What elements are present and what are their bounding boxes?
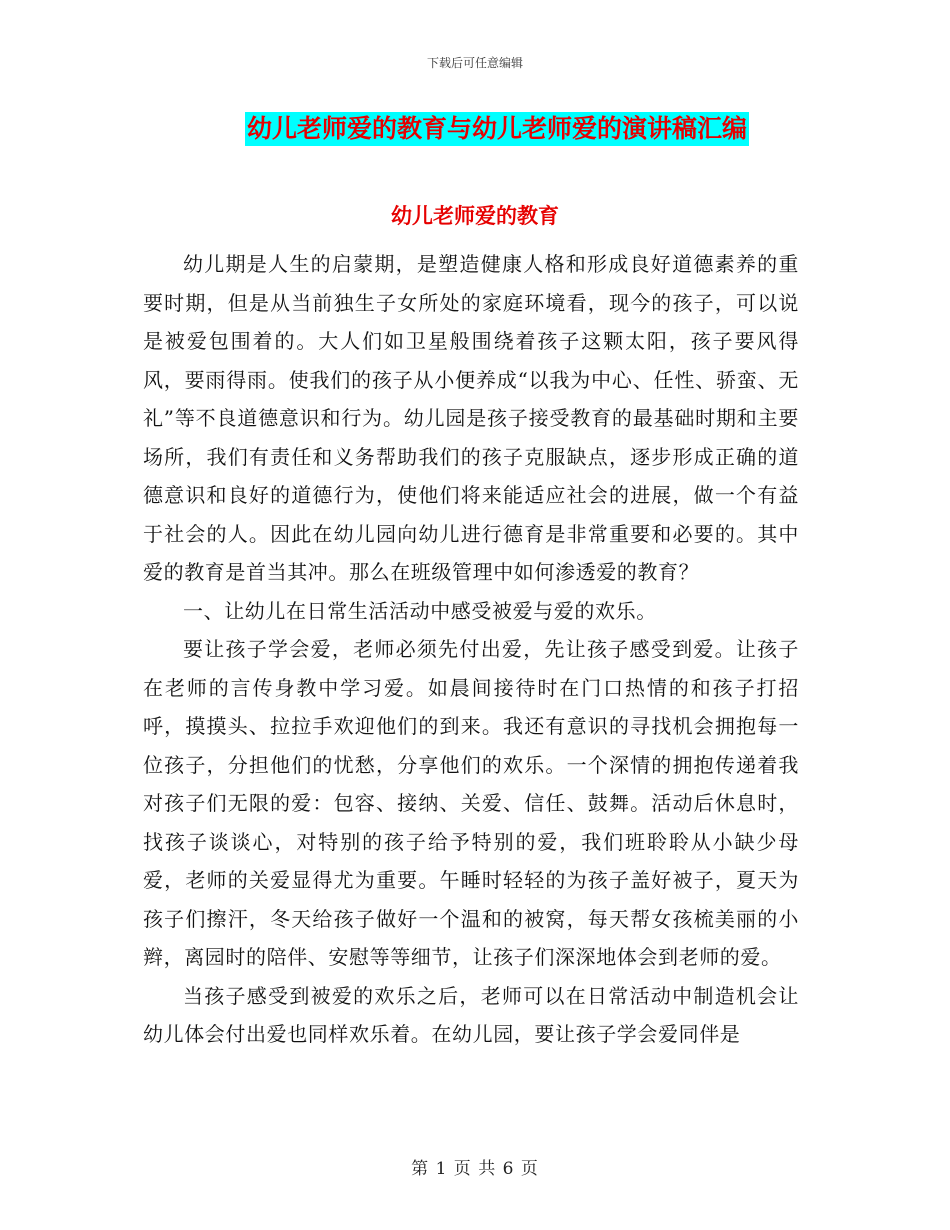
paragraph-section-one-heading: 一、让幼儿在日常生活活动中感受被爱与爱的欢乐。 bbox=[183, 598, 657, 623]
page-number: 第 1 页 共 6 页 bbox=[411, 1159, 539, 1179]
paragraph-give-love: 当孩子感受到被爱的欢乐之后，老师可以在日常活动中制造机会让幼儿体会付出爱也同样欢乐着。在幼儿园，要让孩子学会爱同伴是 bbox=[143, 983, 799, 1046]
paragraph-teacher-love: 要让孩子学会爱，老师必须先付出爱，先让孩子感受到爱。让孩子在老师的言传身教中学习爱。如晨间接待时在门口热情的和孩子打招呼，摸摸头、拉拉手欢迎他们的到来。我还有意识的寻找机会拥抱每一位孩子，分担他们的忧愁，分享他们的欢乐。一个深情的拥抱传递着我对孩子们无限的爱：包容、接纳、关爱、信任、鼓舞。活动后休息时，找孩子谈谈心，对特别的孩子给予特别的爱，我们班聆聆从小缺少母爱，老师的关爱显得尤为重要。午睡时轻轻的为孩子盖好被子，夏天为孩子们擦汗，冬天给孩子做好一个温和的被窝，每天帮女孩梳美丽的小辫，离园时的陪伴、安慰等等细节，让孩子们深深地体会到老师的爱。 bbox=[143, 637, 799, 969]
document-title: 幼儿老师爱的教育与幼儿老师爱的演讲稿汇编 bbox=[245, 112, 749, 146]
paragraph-intro: 幼儿期是人生的启蒙期，是塑造健康人格和形成良好道德素养的重要时期，但是从当前独生子女所处的家庭环境看，现今的孩子，可以说是被爱包围着的。大人们如卫星般围绕着孩子这颗太阳，孩子要风得风，要雨得雨。使我们的孩子从小便养成“以我为中心、任性、骄蛮、无礼”等不良道德意识和行为。幼儿园是孩子接受教育的最基础时期和主要场所，我们有责任和义务帮助我们的孩子克服缺点，逐步形成正确的道德意识和良好的道德行为，使他们将来能适应社会的进展，做一个有益于社会的人。因此在幼儿园向幼儿进行德育是非常重要和必要的。其中爱的教育是首当其冲。那么在班级管理中如何渗透爱的教育？ bbox=[143, 252, 799, 584]
body-text bbox=[143, 245, 799, 1054]
section-heading: 幼儿老师爱的教育 bbox=[391, 204, 559, 228]
header-note: 下载后可任意编辑 bbox=[426, 56, 523, 70]
title-container bbox=[0, 112, 950, 146]
